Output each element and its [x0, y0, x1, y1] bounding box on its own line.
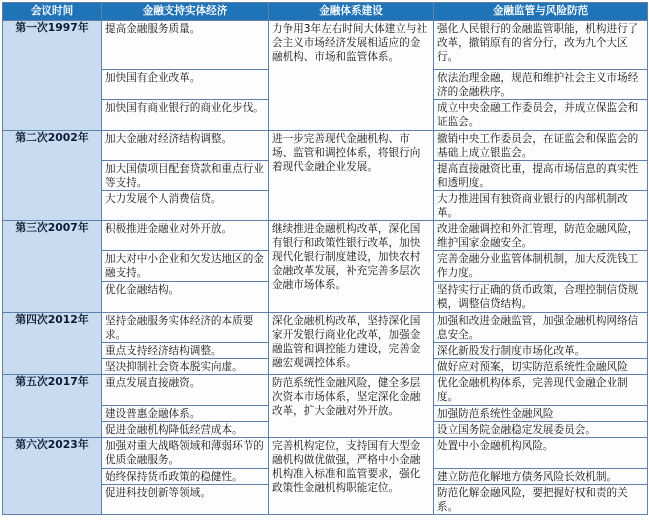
cell-supervision	[434, 191, 648, 221]
cell-support	[102, 485, 269, 515]
cell-text: 做好应对预案，切实防范系统性金融风险	[437, 361, 628, 373]
cell-supervision	[434, 251, 648, 282]
cell-support	[102, 191, 269, 221]
cell-supervision	[434, 422, 648, 438]
cell-support	[102, 469, 269, 485]
cell-text: 建立防范化解地方债务风险长效机制。	[437, 471, 618, 483]
cell-text: 成立中央金融工作委员会，并成立保监会和证监会。	[437, 102, 639, 128]
cell-support	[102, 359, 269, 375]
cell-support	[102, 100, 269, 131]
cell-text: 防范化解金融风险，要把握好权和责的关系。	[437, 487, 628, 513]
cell-text: 防范系统性金融风险，健全多层次资本市场体系，坚定深化金融改革，扩大金融对外开放。	[272, 377, 421, 417]
cell-support	[102, 221, 269, 251]
table-row	[3, 221, 648, 251]
cell-supervision	[434, 343, 648, 359]
cell-support	[102, 375, 269, 406]
header-row	[3, 3, 648, 21]
cell-system	[269, 21, 434, 131]
cell-system	[269, 375, 434, 438]
cell-text: 积极推进金融业对外开放。	[105, 223, 233, 235]
cell-supervision	[434, 161, 648, 191]
cell-supervision	[434, 375, 648, 406]
cell-text: 深化金融机构改革，坚持深化国家开发银行商业化改革，加强金融监管和调控能力建设，完善金融宏观调控体系。	[272, 315, 421, 369]
cell-text: 力争用3年左右时间大体建立与社会主义市场经济发展相适应的金融机构、市场和监管体系。	[272, 23, 428, 63]
year-cell: 第一次1997年	[3, 21, 102, 131]
cell-text: 完善机构定位，支持国有大型金融机构做优做强，严格中小金融机构准入标准和监管要求，强化政策性金融机构职能定位。	[272, 440, 421, 494]
cell-support	[102, 70, 269, 100]
cell-supervision	[434, 131, 648, 161]
cell-text: 进一步完善现代金融机构、市场、监管和调控体系，将银行向着现代金融企业发展。	[272, 133, 421, 173]
cell-supervision	[434, 313, 648, 343]
cell-support	[102, 282, 269, 313]
cell-text: 提高金融服务质量。	[105, 23, 201, 35]
cell-system	[269, 131, 434, 221]
cell-support	[102, 21, 269, 70]
cell-text: 坚持金融服务实体经济的本质要求。	[105, 315, 254, 341]
cell-text: 加快国有企业改革。	[105, 72, 201, 84]
cell-text: 加大国债项目配套贷款和重点行业等支持。	[105, 163, 264, 189]
header-meeting-time: 会议时间	[3, 3, 102, 21]
cell-text: 设立国务院金融稳定发展委员会。	[437, 424, 596, 436]
cell-text: 加强对重大战略领域和薄弱环节的优质金融服务。	[105, 440, 264, 466]
cell-text: 撤销中央工作委员会，在证监会和保监会的基础上成立银监会。	[437, 133, 639, 159]
table-row	[3, 438, 648, 469]
cell-text: 重点支持经济结构调整。	[105, 345, 222, 357]
cell-text: 优化金融结构。	[105, 284, 180, 296]
cell-supervision	[434, 21, 648, 70]
cell-text: 大力推进国有独资商业银行的内部机制改革。	[437, 193, 628, 219]
cell-text: 加强防范系统性金融风险	[437, 408, 554, 420]
cell-text: 完善金融分业监管体制机制，加大反洗钱工作力度。	[437, 253, 639, 279]
year-cell: 第六次2023年	[3, 438, 102, 515]
cell-text: 加强和改进金融监管，加强金融机构网络信息安全。	[437, 315, 639, 341]
cell-text: 重点发展直接融资。	[105, 377, 201, 389]
cell-support	[102, 343, 269, 359]
cell-supervision	[434, 221, 648, 251]
cell-text: 促进金融机构降低经营成本。	[105, 424, 243, 436]
cell-supervision	[434, 100, 648, 131]
cell-supervision	[434, 70, 648, 100]
cell-text: 深化新股发行制度市场化改革。	[437, 345, 586, 357]
cell-text: 建设普惠金融体系。	[105, 408, 201, 420]
year-cell: 第四次2012年	[3, 313, 102, 375]
cell-text: 坚决抑制社会资本脱实向虚。	[105, 361, 243, 373]
cell-text: 加大对中小企业和欠发达地区的金融支持。	[105, 253, 264, 279]
cell-supervision	[434, 406, 648, 422]
year-cell: 第五次2017年	[3, 375, 102, 438]
cell-text: 坚持实行正确的货币政策，合理控制信贷规模，调整信贷结构。	[437, 284, 639, 310]
cell-system	[269, 313, 434, 375]
cell-text: 处置中小金融机构风险。	[437, 440, 554, 452]
cell-text: 促进科技创新等领域。	[105, 487, 211, 499]
cell-supervision	[434, 438, 648, 469]
cell-supervision	[434, 359, 648, 375]
year-cell: 第二次2002年	[3, 131, 102, 221]
table-row	[3, 21, 648, 70]
cell-system	[269, 438, 434, 515]
cell-support	[102, 131, 269, 161]
cell-supervision	[434, 485, 648, 515]
cell-support	[102, 406, 269, 422]
table-row	[3, 375, 648, 406]
cell-text: 大力发展个人消费信贷。	[105, 193, 222, 205]
cell-support	[102, 438, 269, 469]
cell-text: 加大金融对经济结构调整。	[105, 133, 233, 145]
year-cell: 第三次2007年	[3, 221, 102, 313]
header-financial-system: 金融体系建设	[269, 3, 434, 21]
cell-text: 强化人民银行的金融监管职能，机构进行了改革，撤销原有的省分行，改为九个大区行。	[437, 23, 639, 63]
cell-text: 改进金融调控和外汇管理，防范金融风险，维护国家金融安全。	[437, 223, 639, 249]
financial-work-meetings-table	[2, 2, 648, 515]
cell-supervision	[434, 469, 648, 485]
table-row	[3, 313, 648, 343]
cell-text: 提高直接融资比重，提高市场信息的真实性和透明度。	[437, 163, 639, 189]
header-finance-real-economy: 金融支持实体经济	[102, 3, 269, 21]
header-supervision-risk: 金融监管与风险防范	[434, 3, 648, 21]
cell-support	[102, 422, 269, 438]
cell-support	[102, 251, 269, 282]
table-row	[3, 131, 648, 161]
cell-support	[102, 313, 269, 343]
cell-text: 加快国有商业银行的商业化步伐。	[105, 102, 264, 114]
cell-text: 优化金融机构体系，完善现代金融企业制度。	[437, 377, 628, 403]
cell-text: 继续推进金融机构改革，深化国有银行和政策性银行改革，加快现代化银行制度建设，加快农村金融改革发展，补充完善多层次金融市场体系。	[272, 223, 421, 291]
cell-system	[269, 221, 434, 313]
cell-support	[102, 161, 269, 191]
cell-supervision	[434, 282, 648, 313]
cell-text: 始终保持货币政策的稳健性。	[105, 471, 243, 483]
cell-text: 依法治理金融，规范和维护社会主义市场经济的金融秩序。	[437, 72, 639, 98]
